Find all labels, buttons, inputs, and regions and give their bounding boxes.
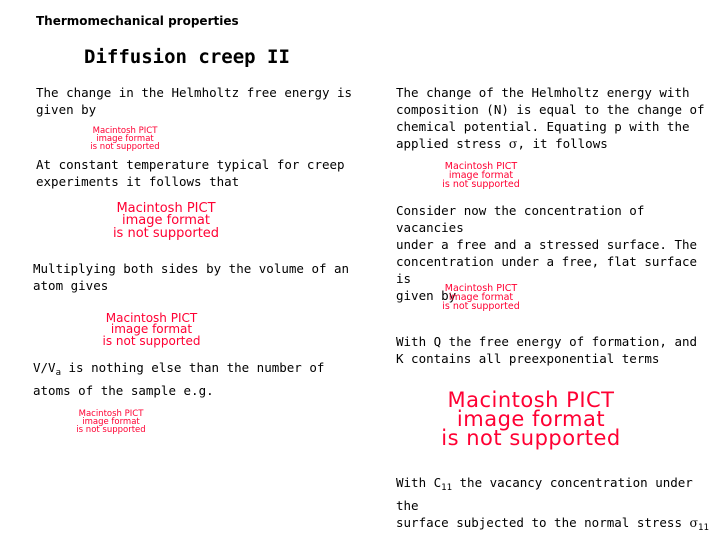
left-p4-subscript: a (55, 368, 61, 378)
left-p4-text-b: is nothing else than the number of atoms of the sample e.g. (33, 360, 325, 398)
pict-placeholder-image (426, 284, 536, 311)
right-p4-text-b: the vacancy concentration under the surface subjected to the normal stress (396, 475, 693, 530)
pict-line-1: Macintosh PICT (105, 311, 198, 325)
pict-line-2: image format (122, 213, 210, 229)
pict-line-2: image format (448, 292, 514, 304)
pict-line-2: image format (448, 170, 514, 182)
right-paragraph-4 (396, 474, 716, 537)
pict-placeholder-image (76, 203, 256, 240)
pict-line-3: is not supported (442, 301, 520, 313)
left-p4-text-a: V/V (33, 360, 56, 375)
pict-placeholder-image (74, 313, 229, 347)
pict-placeholder-image (348, 388, 714, 450)
left-paragraph-1: The change in the Helmholtz free energy is given by (36, 85, 353, 117)
right-paragraph-3: With Q the free energy of formation, and K contains all preexponential terms (396, 334, 698, 366)
pict-line-3: is not supported (90, 142, 160, 153)
pict-line-3: is not supported (102, 333, 201, 348)
pict-line-2: image format (82, 417, 140, 428)
right-paragraph-1 (396, 84, 716, 152)
pict-line-1: Macintosh PICT (116, 201, 216, 216)
right-p4-text-a: With C (396, 475, 442, 490)
slide-header: Thermomechanical properties (36, 14, 239, 28)
left-paragraph-3: Multiplying both sides by the volume of an atom gives (33, 261, 350, 293)
right-paragraph-2: Consider now the concentration of vacancies under a free and a stressed surface. The concentration under a free, flat surface is given by (396, 203, 698, 303)
pict-line-3: is not supported (76, 425, 146, 436)
pict-line-1: Macintosh PICT (78, 409, 144, 419)
pict-line-1: Macintosh PICT (92, 126, 158, 136)
right-p4-subscript-1: 11 (441, 483, 452, 493)
sigma-symbol: σ (508, 136, 518, 151)
sigma-symbol: σ (689, 515, 699, 530)
pict-line-2: image format (110, 322, 193, 337)
pict-line-1: Macintosh PICT (447, 388, 615, 412)
pict-line-3: is not supported (442, 179, 520, 191)
pict-placeholder-image (70, 127, 180, 151)
right-p4-subscript-2: 11 (698, 523, 709, 533)
pict-line-3: is not supported (112, 225, 220, 241)
left-paragraph-2: At constant temperature typical for creep experiments it follows that (36, 157, 345, 189)
pict-placeholder-image (70, 410, 152, 434)
pict-placeholder-image (426, 162, 536, 189)
right-p1-text-a: The change of the Helmholtz energy with composition (N) is equal to the change of chemical potential. Equating p with the applied stress (396, 85, 705, 151)
pict-line-1: Macintosh PICT (444, 161, 518, 172)
slide-title: Diffusion creep II (84, 46, 290, 68)
pict-line-2: image format (96, 134, 154, 145)
right-p1-text-b: , it follows (517, 136, 608, 151)
pict-line-1: Macintosh PICT (444, 283, 518, 294)
left-paragraph-4 (33, 359, 353, 399)
pict-line-2: image format (456, 406, 606, 431)
pict-line-3: is not supported (441, 425, 621, 450)
